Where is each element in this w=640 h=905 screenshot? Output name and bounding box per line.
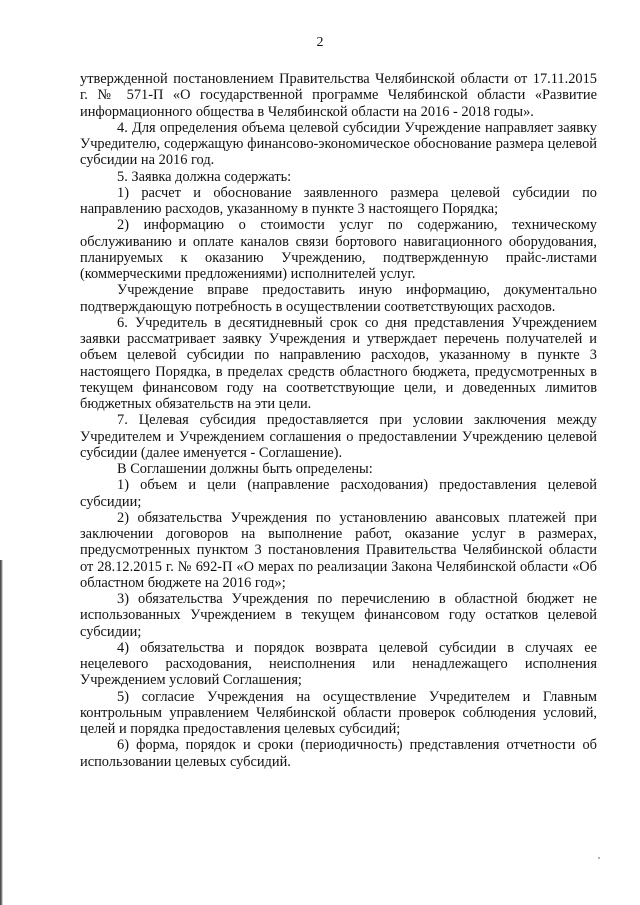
- scan-speck: [598, 857, 600, 859]
- document-body: [80, 71, 597, 770]
- paragraph-item-5: 5. Заявка должна содержать:: [117, 168, 292, 185]
- paragraph-item-5-1: 1) расчет и обоснование заявленного размера целевой субсидии по направлению расходов, указанному в пункте 3 настоящего Порядка;: [80, 184, 597, 217]
- paragraph-item-7: 7. Целевая субсидия предоставляется при условии заключения между Учредителем и Учреждением соглашения о предоставлении Учреждению целевой субсидии (далее именуется - Соглашение).: [80, 412, 597, 461]
- paragraph-item-5-2: 2) информацию о стоимости услуг по содержанию, техническому обслуживанию и оплате каналов связи бортового навигационного оборудования, планируемых к оказанию Учреждению, подтвержденную прайс-листами (коммерческими предложениями) исполнителей услуг.: [80, 217, 597, 282]
- paragraph-decree-reference: утвержденной постановлением Правительства Челябинской области от 17.11.2015 г. № 571-П «О государственной программе Челябинской области «Развитие информационного общества в Челябинской области на 2016 - 2018 годы».: [80, 71, 597, 120]
- scan-edge-shadow: [0, 560, 3, 905]
- paragraph-agreement-3: 3) обязательства Учреждения по перечислению в областной бюджет не использованных Учреждением в текущем финансовом году остатков целевой субсидии;: [80, 591, 597, 640]
- paragraph-agreement-1: 1) объем и цели (направление расходования) предоставления целевой субсидии;: [80, 477, 597, 510]
- page-number: 2: [316, 35, 324, 50]
- paragraph-agreement-2: 2) обязательства Учреждения по установлению авансовых платежей при заключении договоров на выполнение работ, оказание услуг в размерах, предусмотренных пунктом 3 постановления Правительства Челябинской области от 28.12.2015 г. № 692-П «О мерах по реализации Закона Челябинской области «Об областном бюджете на 2016 год»;: [80, 509, 597, 591]
- paragraph-agreement-intro: В Соглашении должны быть определены:: [117, 461, 373, 477]
- paragraph-agreement-4: 4) обязательства и порядок возврата целевой субсидии в случаях ее нецелевого расходования, неисполнения или ненадлежащего исполнения Учреждением условий Соглашения;: [80, 639, 597, 689]
- paragraph-item-6: 6. Учредитель в десятидневный срок со дня представления Учреждением заявки рассматривает заявку Учреждения и утверждает перечень получателей и объем целевой субсидии по направлению расходов, указанному в пункте 3 настоящего Порядка, в пределах средств областного бюджета, предусмотренных в текущем финансовом году на соответствующие цели, и доведенных лимитов бюджетных обязательств на эти цели.: [80, 314, 597, 412]
- paragraph-agreement-5: 5) согласие Учреждения на осуществление Учредителем и Главным контрольным управлением Челябинской области проверок соблюдения условий, целей и порядка предоставления целевых субсидий;: [80, 688, 597, 737]
- paragraph-agreement-6: 6) форма, порядок и сроки (периодичность) представления отчетности об использовании целевых субсидий.: [80, 737, 597, 770]
- paragraph-additional-info: Учреждение вправе предоставить иную информацию, документально подтверждающую потребность в осуществлении соответствующих расходов.: [80, 282, 597, 315]
- paragraph-item-4: 4. Для определения объема целевой субсидии Учреждение направляет заявку Учредителю, содержащую финансово-экономическое обоснование размера целевой субсидии на 2016 год.: [80, 119, 597, 169]
